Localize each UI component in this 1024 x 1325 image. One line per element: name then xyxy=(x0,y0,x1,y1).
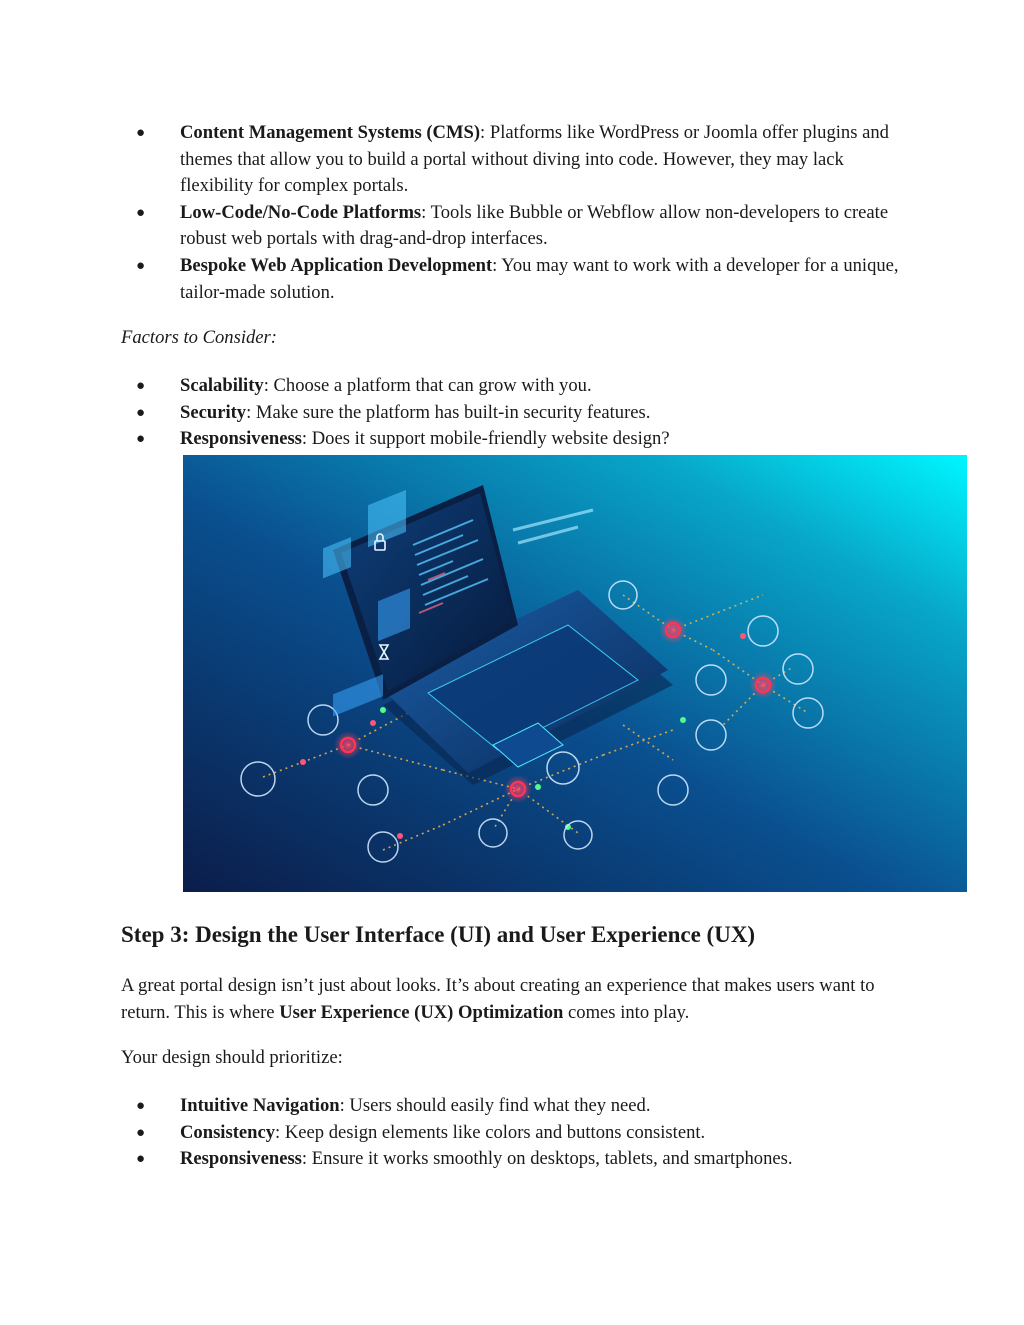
list-item-text: : Ensure it works smoothly on desktops, tablets, and smartphones. xyxy=(301,1148,793,1170)
bullet-icon: ● xyxy=(136,404,146,421)
design-priorities-list xyxy=(136,1093,906,1173)
bullet-icon: ● xyxy=(136,1098,146,1114)
list-item-text: : You may want to work with a developer for a unique, tailor-made solution. xyxy=(180,254,899,303)
bullet-icon: ● xyxy=(136,257,146,274)
list-item-term: Intuitive Navigation xyxy=(180,1095,340,1116)
cms-options-list xyxy=(136,120,906,306)
factors-label: Factors to Consider: xyxy=(121,327,277,348)
list-item-text: : Make sure the platform has built-in security features. xyxy=(246,401,651,423)
list-item xyxy=(136,253,906,306)
bullet-icon: ● xyxy=(136,1124,146,1141)
list-item-text: : Platforms like WordPress or Joomla offer plugins and themes that allow you to build a portal without diving into code. However, they may lack flexibility for complex portals. xyxy=(180,122,889,197)
bullet-icon: ● xyxy=(136,204,146,221)
step3-priorities-paragraph: Your design should prioritize: xyxy=(121,1047,343,1068)
list-item-term: Consistency xyxy=(180,1121,276,1143)
list-item xyxy=(136,120,906,200)
list-item xyxy=(136,426,906,453)
list-item-text: : Tools like Bubble or Webflow allow non-developers to create robust web portals with drag-and-drop interfaces. xyxy=(180,201,889,250)
factors-list xyxy=(136,373,906,453)
list-item-text: : Users should easily find what they need. xyxy=(339,1095,651,1116)
list-item xyxy=(136,1120,906,1147)
list-item xyxy=(136,373,906,400)
list-item-text: : Does it support mobile-friendly website design? xyxy=(301,428,670,450)
paragraph-text: A great portal design isn’t just about looks. It’s about creating an experience that makes users want to return. This is where xyxy=(121,975,875,1023)
bullet-icon: ● xyxy=(136,125,146,141)
list-item xyxy=(136,1093,906,1120)
list-item xyxy=(136,400,906,427)
list-item-term: Security xyxy=(180,401,247,423)
list-item xyxy=(136,200,906,253)
list-item-term: Content Management Systems (CMS) xyxy=(180,122,481,143)
bullet-icon: ● xyxy=(136,1151,146,1168)
list-item-term: Bespoke Web Application Development xyxy=(180,254,493,276)
list-item-text: : Choose a platform that can grow with you. xyxy=(263,375,592,396)
step3-intro-paragraph xyxy=(121,973,911,1026)
bullet-icon: ● xyxy=(136,431,146,448)
laptop-network-illustration xyxy=(183,455,967,892)
list-item-text: : Keep design elements like colors and buttons consistent. xyxy=(275,1121,706,1143)
list-item xyxy=(136,1146,906,1173)
list-item-term: Responsiveness xyxy=(180,428,302,450)
list-item-term: Low-Code/No-Code Platforms xyxy=(180,201,422,223)
list-item-term: Responsiveness xyxy=(180,1148,302,1170)
paragraph-bold-term: User Experience (UX) Optimization xyxy=(279,1001,564,1023)
step3-heading: Step 3: Design the User Interface (UI) and User Experience (UX) xyxy=(121,922,756,947)
list-item-term: Scalability xyxy=(180,375,264,396)
paragraph-text: comes into play. xyxy=(563,1001,690,1023)
bullet-icon: ● xyxy=(136,378,146,394)
